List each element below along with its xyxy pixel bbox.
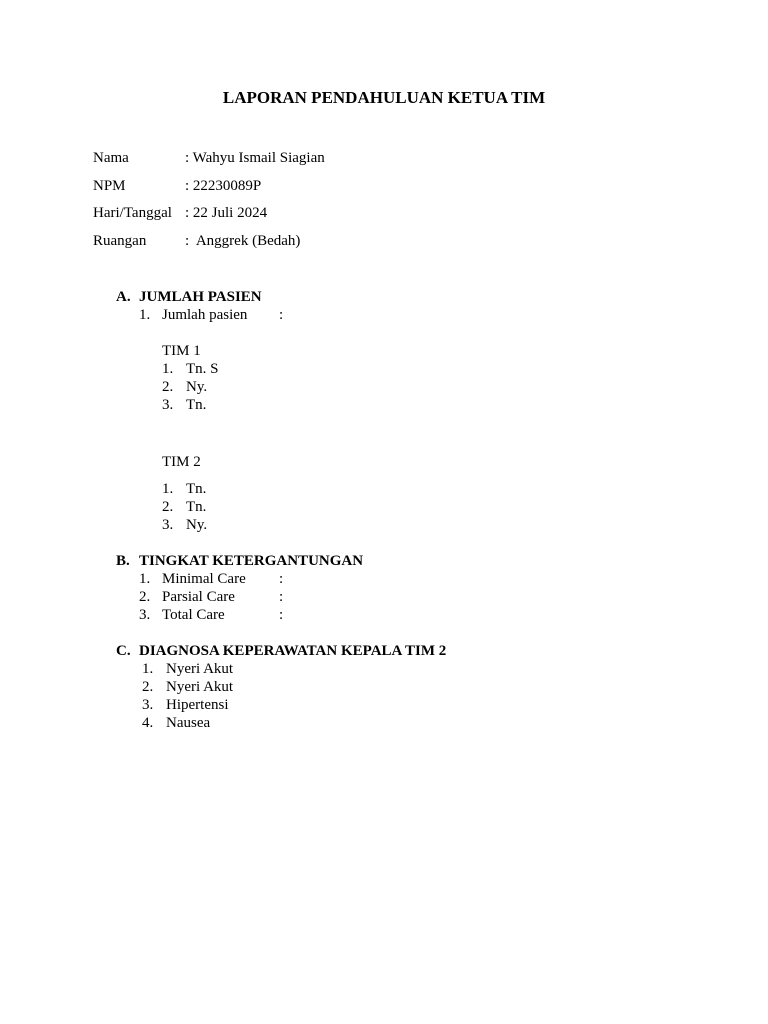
section-heading: TINGKAT KETERGANTUNGAN bbox=[139, 553, 364, 569]
list-number: 2. bbox=[142, 679, 154, 695]
identity-label: Ruangan bbox=[93, 233, 147, 249]
list-number: 3. bbox=[142, 697, 154, 713]
list-number: 1. bbox=[162, 361, 174, 377]
list-colon: : bbox=[279, 307, 284, 323]
list-text: Jumlah pasien bbox=[162, 307, 248, 323]
list-text: Minimal Care bbox=[162, 571, 246, 587]
identity-value: : Wahyu Ismail Siagian bbox=[185, 150, 325, 166]
list-text: Total Care bbox=[162, 607, 225, 623]
list-colon: : bbox=[279, 607, 284, 623]
list-text: Ny. bbox=[186, 379, 208, 395]
list-number: 2. bbox=[162, 499, 174, 515]
list-number: 3. bbox=[162, 397, 174, 413]
list-text: Nausea bbox=[166, 715, 211, 731]
section-heading: DIAGNOSA KEPERAWATAN KEPALA TIM 2 bbox=[139, 643, 447, 659]
list-text: Tn. bbox=[186, 481, 207, 497]
team-name: TIM 1 bbox=[162, 343, 201, 359]
list-number: 1. bbox=[142, 661, 154, 677]
document-title: LAPORAN PENDAHULUAN KETUA TIM bbox=[222, 88, 546, 107]
list-number: 2. bbox=[162, 379, 174, 395]
section-letter: A. bbox=[116, 289, 131, 305]
identity-label: Nama bbox=[93, 150, 129, 166]
list-text: Nyeri Akut bbox=[166, 661, 234, 677]
identity-value: : 22230089P bbox=[185, 178, 262, 194]
identity-label: Hari/Tanggal bbox=[93, 205, 172, 221]
section-letter: B. bbox=[116, 553, 130, 569]
list-text: Hipertensi bbox=[166, 697, 229, 713]
identity-value: : Anggrek (Bedah) bbox=[185, 233, 301, 249]
list-text: Nyeri Akut bbox=[166, 679, 234, 695]
list-number: 3. bbox=[139, 607, 151, 623]
team-name: TIM 2 bbox=[162, 454, 201, 470]
list-number: 3. bbox=[162, 517, 174, 533]
section-letter: C. bbox=[116, 643, 131, 659]
list-number: 2. bbox=[139, 589, 151, 605]
list-text: Parsial Care bbox=[162, 589, 235, 605]
list-colon: : bbox=[279, 571, 284, 587]
list-text: Ny. bbox=[186, 517, 208, 533]
list-colon: : bbox=[279, 589, 284, 605]
list-text: Tn. bbox=[186, 397, 207, 413]
list-number: 1. bbox=[139, 307, 151, 323]
section-heading: JUMLAH PASIEN bbox=[139, 289, 262, 305]
identity-label: NPM bbox=[93, 178, 126, 194]
list-text: Tn. S bbox=[186, 361, 219, 377]
list-text: Tn. bbox=[186, 499, 207, 515]
list-number: 1. bbox=[162, 481, 174, 497]
list-number: 4. bbox=[142, 715, 154, 731]
list-number: 1. bbox=[139, 571, 151, 587]
identity-value: : 22 Juli 2024 bbox=[185, 205, 268, 221]
